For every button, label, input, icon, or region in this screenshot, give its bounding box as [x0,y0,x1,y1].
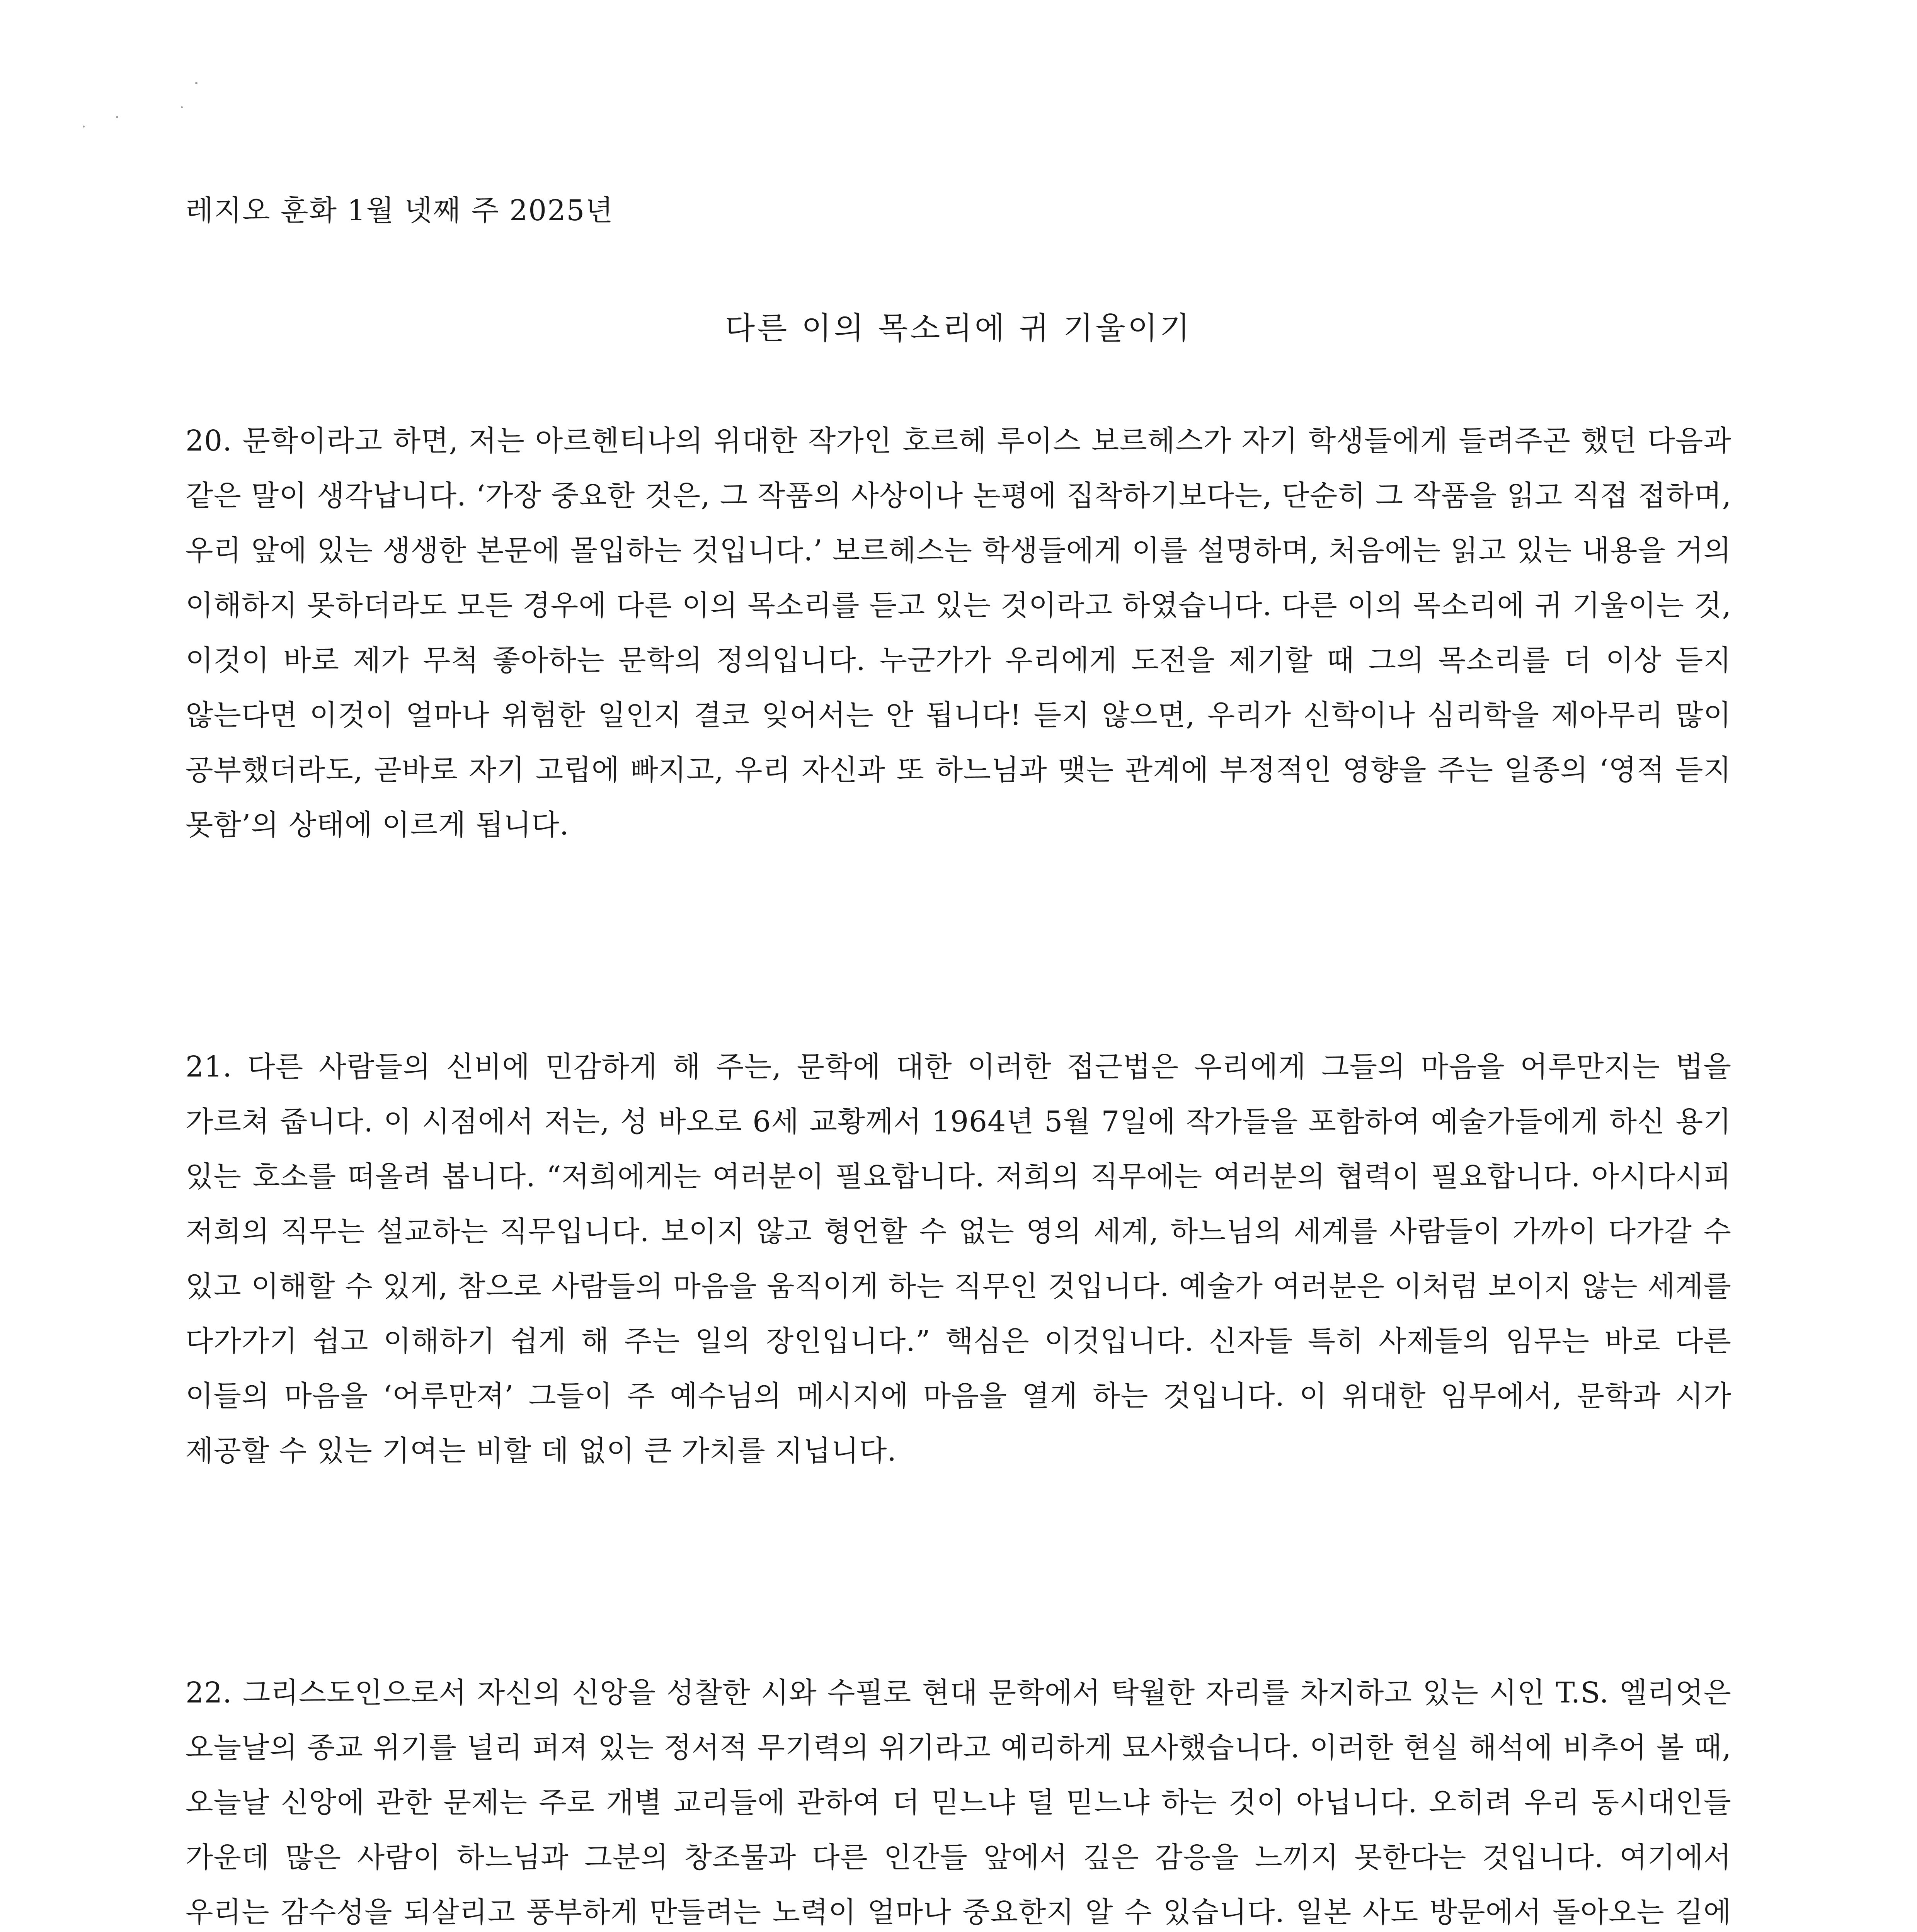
paragraph-21: 21. 다른 사람들의 신비에 민감하게 해 주는, 문학에 대한 이러한 접근법은 우리에게 그들의 마음을 어루만지는 법을 가르쳐 줍니다. 이 시점에서 저는, 성 바오로 6세 교황께서 1964년 5월 7일에 작가들을 포함하여 예술가들에게 하신 용기 있는 호소를 떠올려 봅니다. “저희에게는 여러분이 필요합니다. 저희의 직무에는 여러분의 협력이 필요합니다. 아시다시피 저희의 직무는 설교하는 직무입니다. 보이지 않고 형언할 수 없는 영의 세계, 하느님의 세계를 사람들이 가까이 다가갈 수 있고 이해할 수 있게, 참으로 사람들의 마음을 움직이게 하는 직무인 것입니다. 예술가 여러분은 이처럼 보이지 않는 세계를 다가가기 쉽고 이해하기 쉽게 해 주는 일의 장인입니다.” 핵심은 이것입니다. 신자들 특히 사제들의 임무는 바로 다른 이들의 마음을 ‘어루만져’ 그들이 주 예수님의 메시지에 마음을 열게 하는 것입니다. 이 위대한 임무에서, 문학과 시가 제공할 수 있는 기여는 비할 데 없이 큰 가치를 지닙니다. [186,1050,1731,1468]
scan-speck [116,116,118,118]
document-title: 다른 이의 목소리에 귀 기울이기 [725,310,1192,346]
scan-speck [195,82,197,84]
paragraph-20: 20. 문학이라고 하면, 저는 아르헨티나의 위대한 작가인 호르헤 루이스 보르헤스가 자기 학생들에게 들려주곤 했던 다음과 같은 말이 생각납니다. ‘가장 중요한 것은, 그 작품의 사상이나 논평에 집착하기보다는, 단순히 그 작품을 읽고 직접 접하며, 우리 앞에 있는 생생한 본문에 몰입하는 것입니다.’ 보르헤스는 학생들에게 이를 설명하며, 처음에는 읽고 있는 내용을 거의 이해하지 못하더라도 모든 경우에 다른 이의 목소리를 듣고 있는 것이라고 하였습니다. 다른 이의 목소리에 귀 기울이는 것, 이것이 바로 제가 무척 좋아하는 문학의 정의입니다. 누군가가 우리에게 도전을 제기할 때 그의 목소리를 더 이상 듣지 않는다면 이것이 얼마나 위험한 일인지 결코 잊어서는 안 됩니다! 듣지 않으면, 우리가 신학이나 심리학을 제아무리 많이 공부했더라도, 곧바로 자기 고립에 빠지고, 우리 자신과 또 하느님과 맺는 관계에 부정적인 영향을 주는 일종의 ‘영적 듣지 못함’의 상태에 이르게 됩니다. [186,424,1731,842]
paragraph-22: 22. 그리스도인으로서 자신의 신앙을 성찰한 시와 수필로 현대 문학에서 탁월한 자리를 차지하고 있는 시인 T.S. 엘리엇은 오늘날의 종교 위기를 널리 퍼져 있는 정서적 무기력의 위기라고 예리하게 묘사했습니다. 이러한 현실 해석에 비추어 볼 때, 오늘날 신앙에 관한 문제는 주로 개별 교리들에 관하여 더 믿느냐 덜 믿느냐 하는 것이 아닙니다. 오히려 우리 동시대인들 가운데 많은 사람이 하느님과 그분의 창조물과 다른 인간들 앞에서 깊은 감응을 느끼지 못한다는 것입니다. 여기에서 우리는 감수성을 되살리고 풍부하게 만들려는 노력이 얼마나 중요한지 알 수 있습니다. 일본 사도 방문에서 돌아오는 길에 [186,1676,1731,1929]
document-header: 레지오 훈화 1월 넷째 주 2025년 [186,194,614,227]
scan-speck [83,126,85,128]
scan-speck [181,106,183,108]
